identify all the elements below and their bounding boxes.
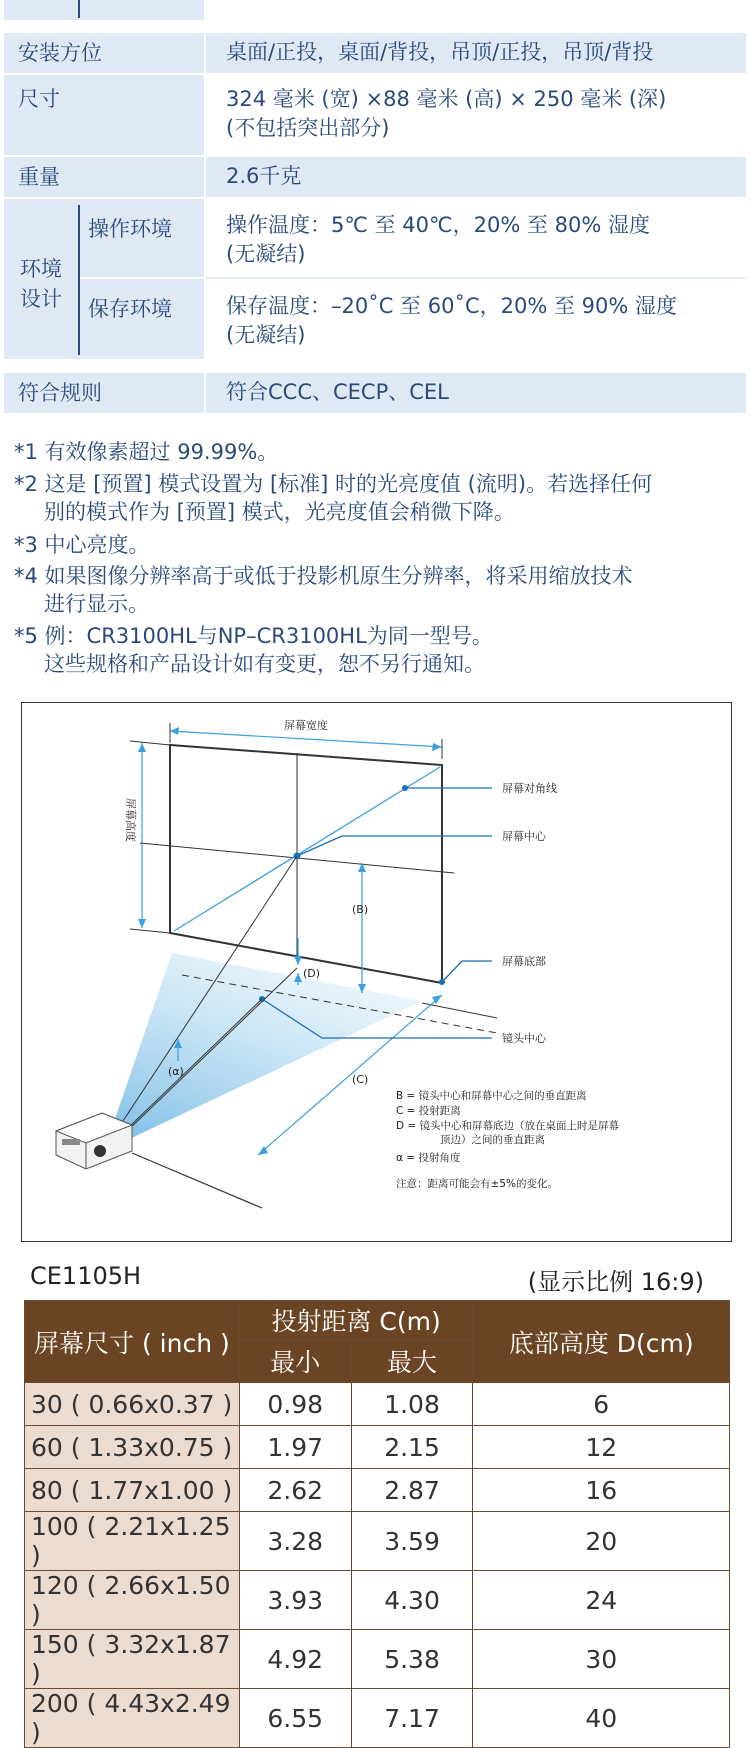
c-mark: (C) <box>352 1073 369 1086</box>
table-row <box>25 1469 730 1512</box>
screen-width-label: 屏幕宽度 <box>284 719 328 732</box>
cell-max: 2.15 <box>351 1426 473 1469</box>
legend-d-line2: 顶边）之间的垂直距离 <box>440 1134 545 1146</box>
spec-row-size <box>4 75 746 155</box>
header-throw-distance: 投射距离 C(m) <box>239 1301 473 1340</box>
cell-max: 1.08 <box>351 1383 473 1426</box>
comply-label: 符合规则 <box>18 381 102 405</box>
cell-bottom: 12 <box>473 1426 730 1469</box>
cell-min: 3.93 <box>239 1571 351 1630</box>
comply-value: 符合CCC、CECP、CEL <box>226 380 449 404</box>
cell-bottom: 20 <box>473 1512 730 1571</box>
cell-min: 1.97 <box>239 1426 351 1469</box>
diagram-note: 注意：距离可能会有±5%的变化。 <box>396 1178 558 1190</box>
throw-distance-table <box>24 1300 730 1748</box>
table-row <box>25 1512 730 1571</box>
header-max: 最大 <box>351 1340 473 1383</box>
legend-d-line1: D = 镜头中心和屏幕底边（放在桌面上时是屏幕 <box>396 1120 620 1132</box>
note-3: *3 中心亮度。 <box>14 533 150 557</box>
diagram-svg <box>22 703 731 1241</box>
floor-line <box>132 1153 262 1208</box>
aspect-ratio: (显示比例 16:9) <box>527 1268 704 1296</box>
cell-min: 0.98 <box>239 1383 351 1426</box>
table-row <box>25 1689 730 1748</box>
store-env-value-line1: 保存温度：–20˚C 至 60˚C，20% 至 90% 湿度 <box>226 294 677 318</box>
table-row <box>25 1571 730 1630</box>
cell-min: 4.92 <box>239 1630 351 1689</box>
mount-label: 安装方位 <box>18 41 102 65</box>
model-name: CE1105H <box>30 1262 142 1290</box>
spec-row-top <box>4 0 746 20</box>
screen-rect <box>170 745 442 983</box>
op-env-value-line1: 操作温度：5℃ 至 40℃，20% 至 80% 湿度 <box>226 213 650 237</box>
cell-max: 3.59 <box>351 1512 473 1571</box>
cell-min: 2.62 <box>239 1469 351 1512</box>
cell-bottom: 16 <box>473 1469 730 1512</box>
env-label-line1: 环境 <box>20 257 62 281</box>
env-label-line2: 设计 <box>20 287 62 311</box>
cell-bottom: 6 <box>473 1383 730 1426</box>
table-header-row <box>25 1301 730 1340</box>
spec-row-weight <box>4 157 746 197</box>
cell-size: 80 ( 1.77x1.00 ) <box>25 1469 240 1512</box>
projector-icon <box>56 1113 132 1169</box>
cell-size: 60 ( 1.33x0.75 ) <box>25 1426 240 1469</box>
spec-row-comply <box>4 373 746 413</box>
size-label: 尺寸 <box>18 87 60 111</box>
cell-size: 150 ( 3.32x1.87 ) <box>25 1630 240 1689</box>
cell-min: 6.55 <box>239 1689 351 1748</box>
store-env-label: 保存环境 <box>88 297 172 321</box>
cell-min: 3.28 <box>239 1512 351 1571</box>
legend-alpha: α = 投射角度 <box>396 1152 461 1164</box>
alpha-mark: (α) <box>168 1065 184 1078</box>
cell-size: 120 ( 2.66x1.50 ) <box>25 1571 240 1630</box>
spec-row-mount <box>4 33 746 73</box>
cell-bottom: 24 <box>473 1571 730 1630</box>
projection-beam <box>104 953 422 1151</box>
cell-size: 200 ( 4.43x2.49 ) <box>25 1689 240 1748</box>
note-5-cont: 这些规格和产品设计如有变更，恕不另行通知。 <box>44 652 485 676</box>
cell-max: 5.38 <box>351 1630 473 1689</box>
cell-size: 30 ( 0.66x0.37 ) <box>25 1383 240 1426</box>
op-env-label: 操作环境 <box>88 217 172 241</box>
weight-label: 重量 <box>18 165 60 189</box>
screen-width-arrow <box>170 731 442 747</box>
note-2-cont: 别的模式作为 [预置] 模式，光亮度值会稍微下降。 <box>44 500 515 524</box>
weight-value: 2.6千克 <box>226 164 302 188</box>
table-row <box>25 1383 730 1426</box>
b-mark: (B) <box>352 903 369 916</box>
cell-bottom: 30 <box>473 1630 730 1689</box>
size-value-line1: 324 毫米 (宽) ×88 毫米 (高) × 250 毫米 (深) <box>226 87 667 111</box>
spec-row-environment <box>4 199 746 359</box>
size-value-line2: (不包括突出部分) <box>226 116 390 140</box>
op-env-value-line2: (无凝结) <box>226 242 306 266</box>
note-1: *1 有效像素超过 99.99%。 <box>14 440 279 464</box>
note-4-cont: 进行显示。 <box>44 592 149 616</box>
note-4: *4 如果图像分辨率高于或低于投影机原生分辨率，将采用缩放技术 <box>14 564 633 588</box>
table-row <box>25 1630 730 1689</box>
cell-max: 7.17 <box>351 1689 473 1748</box>
table-row <box>25 1426 730 1469</box>
center-callout: 屏幕中心 <box>502 830 546 843</box>
mount-value: 桌面/正投，桌面/背投，吊顶/正投，吊顶/背投 <box>226 40 654 64</box>
header-bottom-height: 底部高度 D(cm) <box>473 1301 730 1383</box>
lens-center-callout: 镜头中心 <box>502 1032 546 1045</box>
screen-height-label: 屏幕高度 <box>124 798 137 842</box>
legend-b: B = 镜头中心和屏幕中心之间的垂直距离 <box>396 1090 587 1102</box>
cell-max: 2.87 <box>351 1469 473 1512</box>
diagonal-callout: 屏幕对角线 <box>502 782 557 795</box>
d-mark: (D) <box>303 967 321 980</box>
cell-bottom: 40 <box>473 1689 730 1748</box>
header-screen-size: 屏幕尺寸 ( inch ) <box>25 1301 240 1383</box>
store-env-value-line2: (无凝结) <box>226 323 306 347</box>
bottom-callout: 屏幕底部 <box>502 955 546 968</box>
cell-max: 4.30 <box>351 1571 473 1630</box>
cell-size: 100 ( 2.21x1.25 ) <box>25 1512 240 1571</box>
projection-diagram <box>21 702 732 1242</box>
note-2: *2 这是 [预置] 模式设置为 [标准] 时的光亮度值 (流明)。若选择任何 <box>14 472 653 496</box>
legend-c: C = 投射距离 <box>396 1105 461 1117</box>
note-5: *5 例：CR3100HL与NP–CR3100HL为同一型号。 <box>14 624 493 648</box>
header-min: 最小 <box>239 1340 351 1383</box>
